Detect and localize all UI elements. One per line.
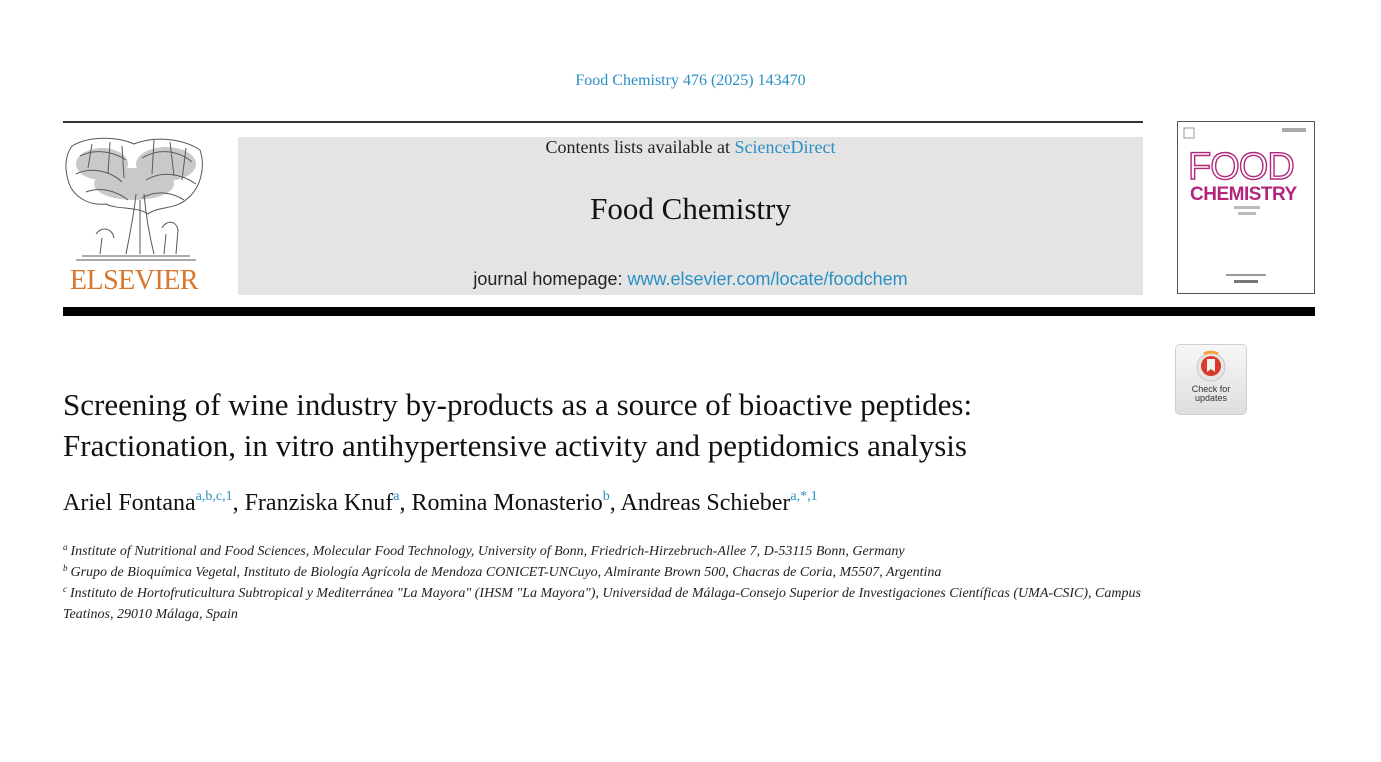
author-name[interactable]: Andreas Schieber bbox=[620, 490, 791, 516]
author-name[interactable]: Romina Monasterio bbox=[411, 490, 603, 516]
contents-available-line bbox=[238, 137, 1143, 158]
affiliation-item bbox=[63, 541, 1148, 562]
check-for-updates-button[interactable] bbox=[1176, 345, 1246, 414]
elsevier-wordmark: ELSEVIER bbox=[69, 265, 199, 296]
elsevier-tree-icon bbox=[62, 134, 206, 264]
author-separator: , bbox=[399, 490, 412, 516]
cover-title-food: FOOD bbox=[1188, 146, 1294, 188]
check-for-updates-label bbox=[1176, 385, 1246, 403]
affiliation-text: Instituto de Hortofruticultura Subtropical y Mediterránea "La Mayora" (IHSM "La Mayora"), Universidad de Málaga-Consejo Superior de Investigaciones Científicas (UMA-CSIC), Campus Teatinos, 29010 Málaga, Spain bbox=[63, 586, 1141, 622]
cover-title-chemistry: CHEMISTRY bbox=[1190, 184, 1297, 205]
author-name[interactable]: Ariel Fontana bbox=[63, 490, 196, 516]
affiliation-mark: b bbox=[63, 563, 68, 573]
author-affiliation-marks[interactable]: a bbox=[393, 489, 400, 504]
journal-homepage-line bbox=[238, 269, 1143, 290]
header-top-rule bbox=[63, 121, 1143, 123]
article-title bbox=[63, 384, 1163, 466]
author-affiliation-marks[interactable]: a,*,1 bbox=[790, 489, 818, 504]
affiliation-mark: c bbox=[63, 584, 67, 594]
author-list bbox=[63, 490, 1163, 517]
affiliation-text: Grupo de Bioquímica Vegetal, Instituto de Biología Agrícola de Mendoza CONICET-UNCuyo, Almirante Brown 500, Chacras de Coria, M5507, Argentina bbox=[70, 565, 942, 580]
article-title-line-2: Fractionation, in vitro antihypertensive activity and peptidomics analysis bbox=[63, 428, 967, 463]
journal-citation-link[interactable]: Food Chemistry 476 (2025) 143470 bbox=[575, 72, 806, 89]
elsevier-logo[interactable] bbox=[62, 134, 206, 298]
journal-title: Food Chemistry bbox=[590, 191, 791, 226]
contents-prefix: Contents lists available at bbox=[545, 137, 735, 157]
author-separator: , bbox=[232, 490, 245, 516]
header-bottom-rule bbox=[63, 307, 1315, 316]
check-for-updates-icon bbox=[1176, 345, 1246, 385]
affiliation-list bbox=[63, 541, 1148, 625]
check-label-line1: Check for bbox=[1191, 384, 1231, 394]
journal-homepage-link[interactable]: www.elsevier.com/locate/foodchem bbox=[627, 269, 908, 289]
author-separator: , bbox=[609, 490, 621, 516]
affiliation-item bbox=[63, 562, 1148, 583]
affiliation-mark: a bbox=[63, 542, 68, 552]
check-label-line2: updates bbox=[1194, 393, 1228, 403]
affiliation-item bbox=[63, 583, 1148, 625]
homepage-prefix: journal homepage: bbox=[473, 269, 628, 289]
article-title-line-1: Screening of wine industry by-products as a source of bioactive peptides: bbox=[63, 387, 973, 422]
author-affiliation-marks[interactable]: b bbox=[602, 489, 610, 504]
journal-header-box bbox=[238, 137, 1143, 295]
sciencedirect-link[interactable]: ScienceDirect bbox=[734, 137, 836, 157]
journal-cover-thumbnail[interactable] bbox=[1177, 121, 1315, 294]
author-name[interactable]: Franziska Knuf bbox=[244, 490, 394, 516]
affiliation-text: Institute of Nutritional and Food Sciences, Molecular Food Technology, University of Bonn, Friedrich-Hirzebruch-Allee 7, D-53115 Bonn, Germany bbox=[70, 544, 905, 559]
author-affiliation-marks[interactable]: a,b,c,1 bbox=[195, 489, 233, 504]
